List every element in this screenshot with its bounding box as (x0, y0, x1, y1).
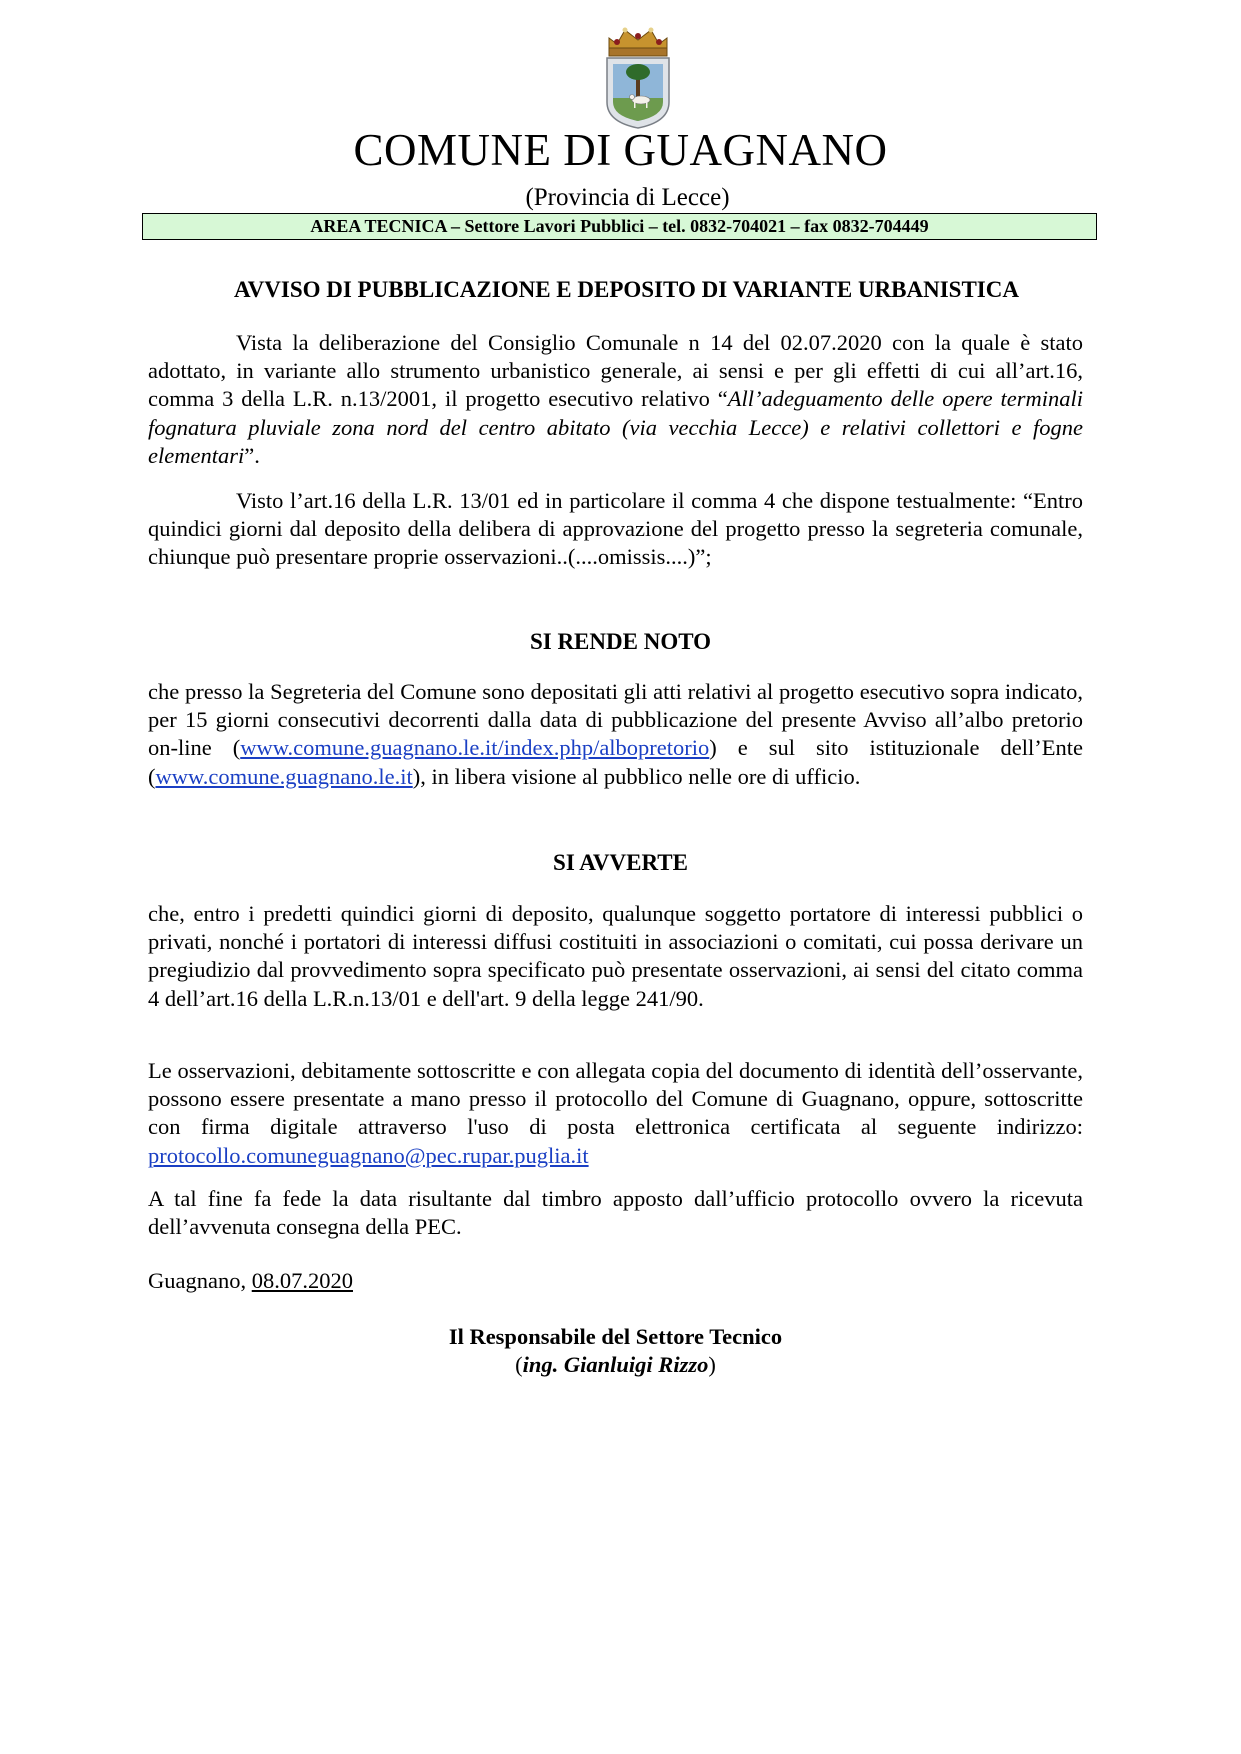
rende-noto-text-c: ), in libera visione al pubblico nelle ore di ufficio. (412, 763, 861, 789)
page-title: COMUNE DI GUAGNANO (353, 125, 888, 175)
heading-rende-noto: SI RENDE NOTO (529, 629, 712, 654)
document-date: 08.07.2020 (251, 1268, 353, 1293)
avverte-text: che, entro i predetti quindici giorni di deposito, qualunque soggetto portatore di interessi pubblici o privati, nonché i portatori di interessi diffusi costituiti in associazioni o comitati, cui possa derivare un pregiudizio dal provvedimento sopra specificato può presentate osservazioni, ai sensi del citato comma 4 dell’art.16 della L.R.n.13/01 e dell'art. 9 della legge 241/90. (148, 901, 1083, 1011)
project-title: All’adeguamento delle opere terminali fognatura pluviale zona nord del centro abitato (via vecchia Lecce) e relativi collettori e fogne elementari (148, 386, 1083, 468)
timbro-text: A tal fine fa fede la data risultante dal timbro apposto dall’ufficio protocollo ovvero la ricevuta dell’avvenuta consegna della PEC. (148, 1186, 1083, 1240)
area-contact-bar: AREA TECNICA – Settore Lavori Pubblici – tel. 0832-704021 – fax 0832-704449 (142, 213, 1097, 240)
signature-name: ing. Gianluigi Rizzo (522, 1352, 709, 1377)
signature-block (148, 1323, 1083, 1379)
signature-close-paren: ) (708, 1352, 716, 1377)
paragraph-avverte (148, 900, 1083, 1013)
signature-open-paren: ( (515, 1352, 523, 1377)
paragraph-osservazioni (148, 1057, 1083, 1170)
albo-pretorio-link[interactable]: www.comune.guagnano.le.it/index.php/albopretorio (240, 735, 710, 761)
signature-name-line (148, 1351, 1083, 1379)
notice-title: AVVISO DI PUBBLICAZIONE E DEPOSITO DI VARIANTE URBANISTICA (234, 277, 1019, 302)
page-subtitle: (Provincia di Lecce) (525, 184, 730, 211)
institutional-site-link[interactable]: www.comune.guagnano.le.it (155, 763, 413, 789)
article16-text: Visto l’art.16 della L.R. 13/01 ed in particolare il comma 4 che dispone testualmente: “Entro quindici giorni dal deposito della delibera di approvazione del progetto presso la segreteria comunale, chiunque può presentare proprie osservazioni..(....omissis....)”; (148, 488, 1083, 570)
paragraph-article16 (148, 487, 1083, 572)
place-date (148, 1267, 1083, 1295)
deliberation-text: Vista la deliberazione del Consiglio Comunale n 14 del 02.07.2020 con la quale è stato adottato, in variante allo strumento urbanistico generale, ai sensi e per gli effetti di cui all’art.16, comma 3 della L.R. n.13/2001, il progetto esecutivo relativo “ (148, 330, 1083, 412)
place-text: Guagnano, (148, 1268, 252, 1293)
coat-of-arms-icon (601, 18, 675, 130)
signature-title: Il Responsabile del Settore Tecnico (448, 1324, 783, 1349)
rende-noto-text-b: ) e sul sito istituzionale dell’Ente ( (148, 735, 1083, 789)
rende-noto-text-a: che presso la Segreteria del Comune sono depositati gli atti relativi al progetto esecutivo sopra indicato, per 15 giorni consecutivi decorrenti dalla data di pubblicazione del presente Avviso all’albo pretorio on-line ( (148, 679, 1083, 761)
paragraph-timbro (148, 1185, 1083, 1241)
paragraph-rende-noto (148, 678, 1083, 791)
heading-si-avverte: SI AVVERTE (553, 850, 688, 875)
deliberation-end: ”. (244, 442, 260, 468)
paragraph-deliberation (148, 329, 1083, 470)
pec-email-link[interactable]: protocollo.comuneguagnano@pec.rupar.puglia.it (148, 1142, 589, 1168)
osservazioni-text: Le osservazioni, debitamente sottoscritte e con allegata copia del documento di identità dell’osservante, possono essere presentate a mano presso il protocollo del Comune di Guagnano, oppure, sottoscritte con firma digitale attraverso l'uso di posta elettronica certificata al seguente indirizzo: (148, 1058, 1083, 1140)
